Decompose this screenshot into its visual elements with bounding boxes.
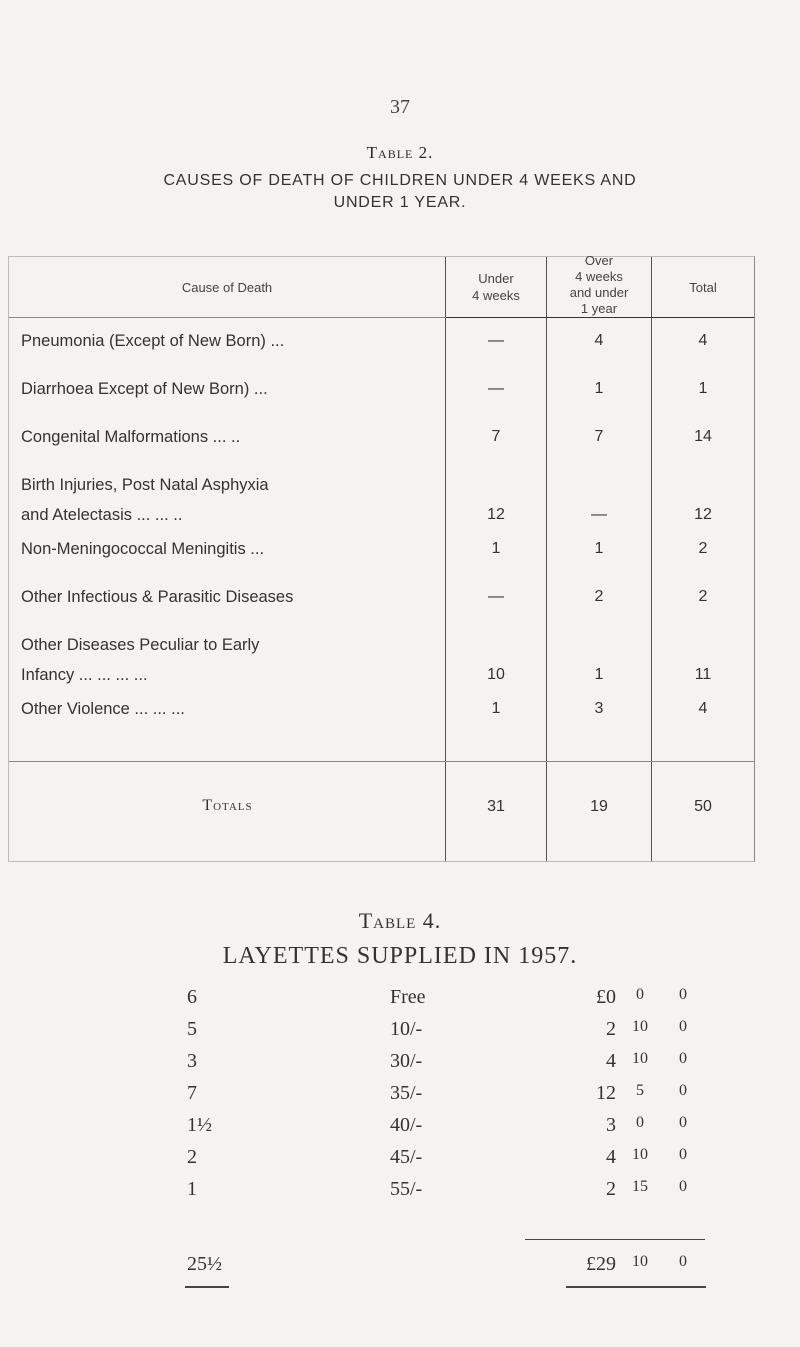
cell-total: 11	[694, 666, 712, 683]
layette-pence: 0	[679, 1178, 687, 1195]
cause-label	[21, 585, 293, 609]
header-under-line1: Under	[478, 271, 514, 286]
cause-label	[21, 473, 269, 527]
table4-heading: Table 4.	[358, 908, 442, 933]
layette-row	[0, 1114, 800, 1144]
layette-row	[0, 1082, 800, 1112]
cause-label-line1: Other Infectious & Parasitic Diseases	[21, 588, 294, 606]
layette-row	[0, 1146, 800, 1176]
cell-total: 2	[698, 588, 708, 605]
page-number: 37	[390, 96, 410, 118]
layette-qty: 7	[187, 1082, 197, 1104]
table2-title-line1: CAUSES OF DEATH OF CHILDREN UNDER 4 WEEKS AND	[163, 172, 637, 189]
layette-shillings: 10	[632, 1018, 648, 1035]
cell-under: 10	[487, 666, 505, 683]
layette-pounds: 4	[606, 1050, 616, 1072]
cell-under: —	[488, 380, 504, 397]
totals-under: 31	[487, 798, 505, 815]
total-pence: 0	[679, 1253, 687, 1270]
table2-title-line2: UNDER 1 YEAR.	[333, 194, 467, 211]
cell-over: 3	[594, 700, 604, 717]
header-over-line4: 1 year	[580, 301, 618, 316]
layette-qty: 3	[187, 1050, 197, 1072]
layette-pounds: 4	[606, 1146, 616, 1168]
cause-label-line2: Infancy ... ... ... ...	[21, 666, 148, 684]
layettes-total-row	[0, 1253, 800, 1283]
layette-pence: 0	[679, 1018, 687, 1035]
totals-label: Totals	[202, 797, 253, 814]
layette-pence: 0	[679, 1146, 687, 1163]
header-over-4-weeks	[547, 253, 651, 317]
layette-shillings: 5	[636, 1082, 644, 1099]
table4-title: LAYETTES SUPPLIED IN 1957.	[222, 943, 578, 969]
totals-divider	[9, 761, 754, 762]
cause-label-line1: Congenital Malformations ... ..	[21, 428, 241, 446]
header-over-line1: Over	[584, 253, 614, 268]
header-cause: Cause of Death	[181, 280, 273, 295]
cell-over: 4	[594, 332, 604, 349]
cause-label	[21, 377, 268, 401]
header-divider	[446, 317, 754, 318]
amount-double-rule	[566, 1286, 706, 1288]
header-divider	[9, 317, 446, 318]
layette-qty: 2	[187, 1146, 197, 1168]
total-rule	[525, 1239, 705, 1240]
cell-total: 14	[694, 428, 712, 445]
causes-of-death-table	[8, 253, 755, 862]
layette-row	[0, 986, 800, 1016]
layette-pounds: £0	[596, 986, 616, 1008]
layette-shillings: 10	[632, 1050, 648, 1067]
layette-pence: 0	[679, 1050, 687, 1067]
cause-label-line1: Non-Meningococcal Meningitis ...	[21, 540, 265, 558]
cause-label-line1: Other Diseases Peculiar to Early	[21, 636, 260, 654]
totals-total: 50	[694, 798, 712, 815]
cell-over: 1	[594, 666, 604, 683]
layette-shillings: 0	[636, 986, 644, 1003]
header-under-4-weeks	[446, 270, 546, 304]
cell-over: 1	[594, 540, 604, 557]
header-over-line3: and under	[569, 285, 629, 300]
layette-price: 40/-	[390, 1114, 423, 1136]
cell-over: 1	[594, 380, 604, 397]
layette-qty: 1	[187, 1178, 197, 1200]
cause-label-line1: Pneumonia (Except of New Born) ...	[21, 332, 285, 350]
layette-pounds: 12	[596, 1082, 616, 1104]
cause-label	[21, 633, 259, 687]
cause-label-line1: Birth Injuries, Post Natal Asphyxia	[21, 476, 269, 494]
layette-shillings: 15	[632, 1178, 648, 1195]
total-qty: 25½	[187, 1253, 222, 1275]
cause-label	[21, 425, 240, 449]
totals-over: 19	[590, 798, 608, 815]
cell-total: 2	[698, 540, 708, 557]
cell-under: —	[488, 588, 504, 605]
layette-price: 10/-	[390, 1018, 423, 1040]
cause-label	[21, 697, 185, 721]
cause-label-line1: Diarrhoea Except of New Born) ...	[21, 380, 268, 398]
total-shillings: 10	[632, 1253, 648, 1270]
cause-label	[21, 537, 264, 561]
layette-price: 55/-	[390, 1178, 423, 1200]
cell-over: —	[591, 506, 607, 523]
cause-label	[21, 329, 284, 353]
layette-pence: 0	[679, 1082, 687, 1099]
cell-under: 1	[491, 700, 501, 717]
cell-over: 7	[594, 428, 604, 445]
cell-over: 2	[594, 588, 604, 605]
layette-qty: 5	[187, 1018, 197, 1040]
cell-under: 12	[487, 506, 505, 523]
layette-shillings: 0	[636, 1114, 644, 1131]
table2-title	[0, 170, 800, 214]
layette-qty: 6	[187, 986, 197, 1008]
cause-label-line1: Other Violence ... ... ...	[21, 700, 185, 718]
layette-row	[0, 1050, 800, 1080]
cell-under: —	[488, 332, 504, 349]
header-total: Total	[689, 280, 717, 295]
table2-heading: Table 2.	[366, 143, 434, 162]
layette-row	[0, 1178, 800, 1208]
layette-pounds: 2	[606, 1178, 616, 1200]
cell-total: 12	[694, 506, 712, 523]
header-under-line2: 4 weeks	[472, 288, 520, 303]
layette-price: Free	[390, 986, 426, 1008]
layette-pence: 0	[679, 986, 687, 1003]
layette-pounds: 3	[606, 1114, 616, 1136]
total-pounds: £29	[586, 1253, 616, 1275]
cell-total: 4	[698, 700, 708, 717]
layette-price: 45/-	[390, 1146, 423, 1168]
layette-pence: 0	[679, 1114, 687, 1131]
cause-label-line2: and Atelectasis ... ... ..	[21, 506, 183, 524]
layette-shillings: 10	[632, 1146, 648, 1163]
layette-price: 35/-	[390, 1082, 423, 1104]
header-over-line2: 4 weeks	[575, 269, 623, 284]
cell-total: 1	[698, 380, 708, 397]
cell-total: 4	[698, 332, 708, 349]
layette-pounds: 2	[606, 1018, 616, 1040]
qty-double-rule	[185, 1286, 229, 1288]
cell-under: 1	[491, 540, 501, 557]
layette-qty: 1½	[187, 1114, 212, 1136]
layette-row	[0, 1018, 800, 1048]
cell-under: 7	[491, 428, 501, 445]
layette-price: 30/-	[390, 1050, 423, 1072]
